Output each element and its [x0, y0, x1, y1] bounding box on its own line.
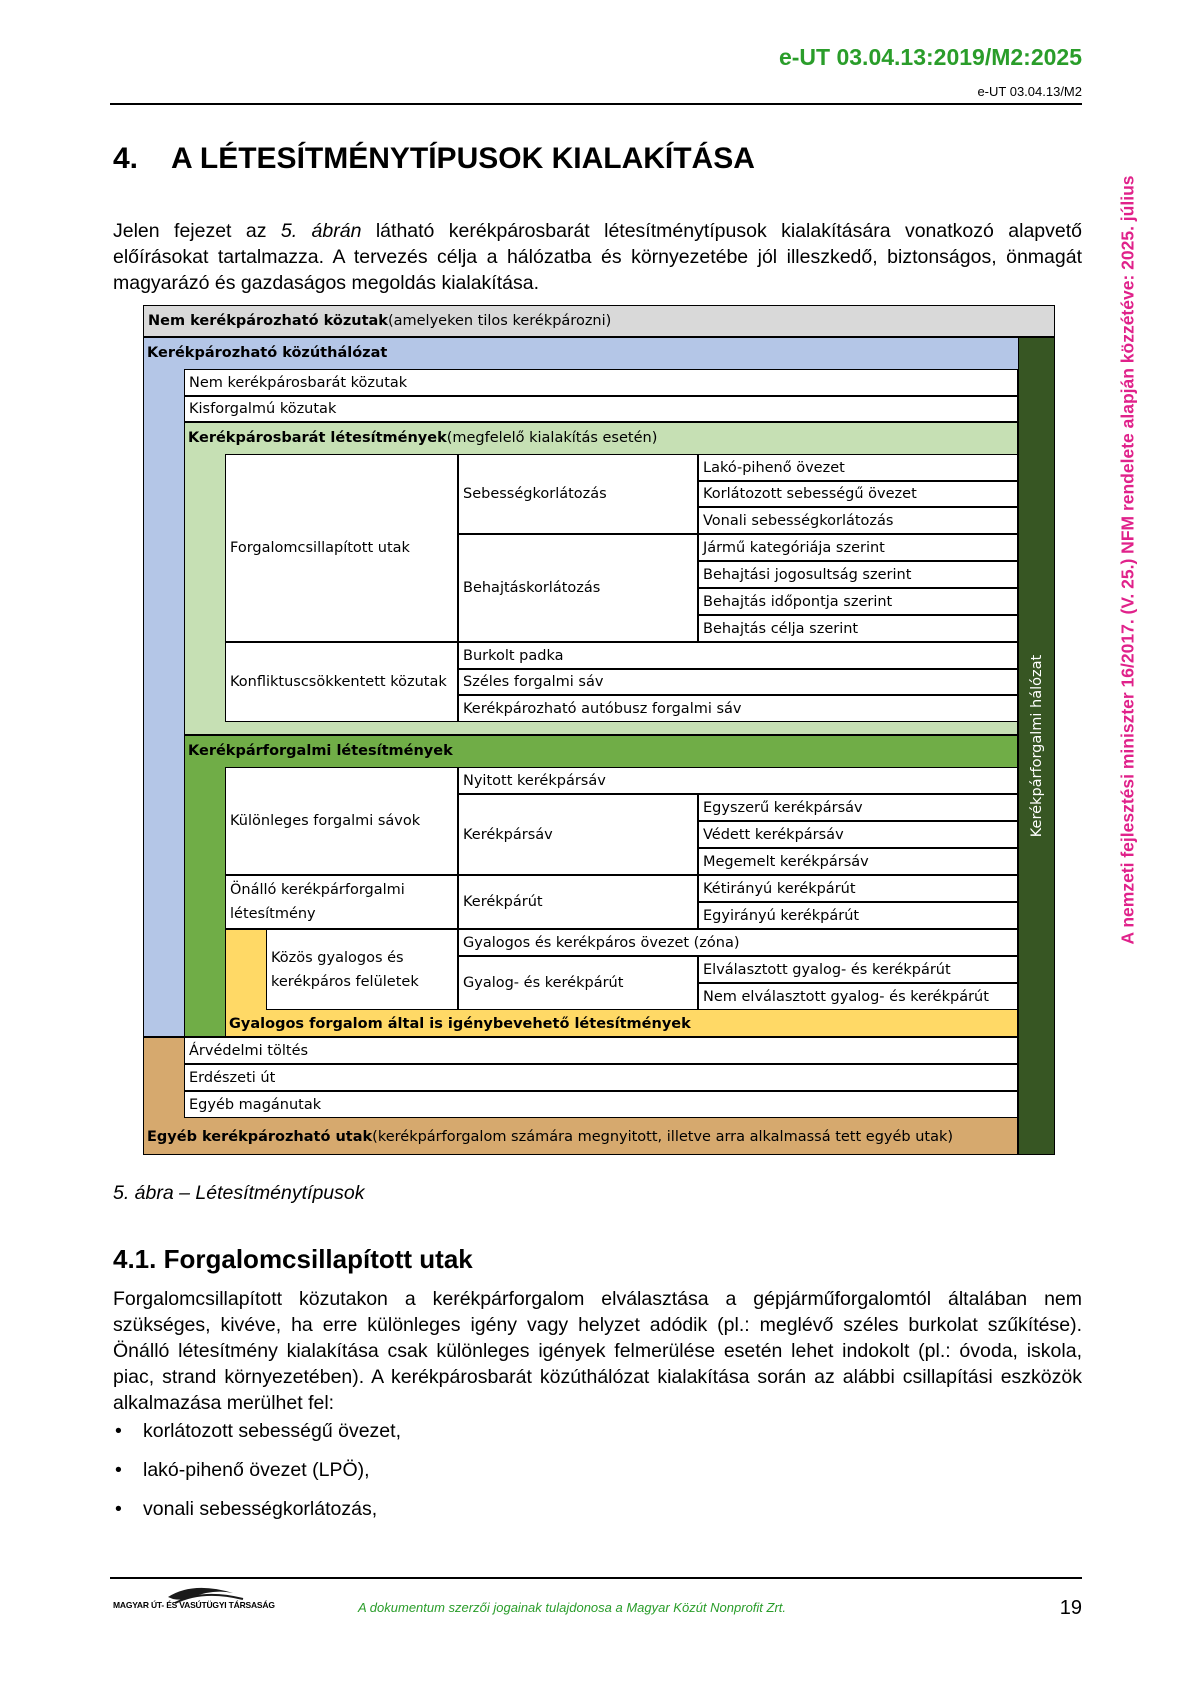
shared-path-item: Elválasztott gyalog- és kerékpárút: [698, 956, 1018, 983]
document-code: e-UT 03.04.13:2019/M2:2025: [778, 44, 1082, 70]
figure-reference: 5. ábrán: [280, 220, 362, 242]
bike-lane: Kerékpársáv: [458, 794, 698, 875]
section-paragraph: Forgalomcsillapított közutakon a kerékpárforgalom elválasztása a gépjárműforgalomtól általában nem szükséges, kivéve, ha erre különleges igény vagy helyzet adódik (pl.: meglévő széles burkolat szűkítése). Önálló létesítmény kialakítása csak különleges igények felmerülése esetén lehet indokolt (pl.: óvoda, iskola, piac, strand környezetében). A kerékpárosbarát közúthálózat kialakítása során az alábbi csillapítási eszközök alkalmazása merülhet fel:: [113, 1288, 1082, 1414]
cycle-network-vertical-label: Kerékpárforgalmi hálózat: [1018, 337, 1055, 1155]
speed-item: Korlátozott sebességű övezet: [698, 481, 1018, 507]
footer-divider: [110, 1577, 1082, 1579]
chapter-heading: [113, 142, 755, 176]
facility-types-diagram: [143, 305, 1055, 1155]
bike-path-item: Kétirányú kerékpárút: [698, 875, 1018, 902]
list-item: • korlátozott sebességű övezet,: [113, 1420, 401, 1459]
pedestrian-usable-label: Gyalogos forgalom által is igénybevehető létesítmények: [229, 1015, 691, 1032]
calming-tools-list: [113, 1420, 401, 1537]
shared-path: Gyalog- és kerékpárút: [458, 956, 698, 1010]
bike-path: Kerékpárút: [458, 875, 698, 929]
header-divider: [110, 103, 1082, 105]
section-title: Forgalomcsillapított utak: [163, 1244, 473, 1274]
speed-item: Vonali sebességkorlátozás: [698, 507, 1018, 534]
bike-lane-item: Megemelt kerékpársáv: [698, 848, 1018, 875]
document-subcode: e-UT 03.04.13/M2: [977, 84, 1082, 99]
conflict-reduced-roads: Konfliktuscsökkentett közutak: [225, 642, 458, 722]
non-friendly-roads: Nem kerékpárosbarát közutak: [184, 369, 1018, 396]
bike-lane-item: Védett kerékpársáv: [698, 821, 1018, 848]
figure-caption: 5. ábra – Létesítménytípusok: [113, 1182, 365, 1204]
section-heading: [113, 1244, 473, 1275]
independent-cycle-facility: Önálló kerékpárforgalmi létesítmény: [225, 875, 458, 929]
list-item: • vonali sebességkorlátozás,: [113, 1498, 401, 1537]
bike-path-item: Egyirányú kerékpárút: [698, 902, 1018, 929]
other-road-item: Egyéb magánutak: [184, 1091, 1018, 1118]
conflict-item: Széles forgalmi sáv: [458, 669, 1018, 695]
access-restriction: Behajtáskorlátozás: [458, 534, 698, 642]
access-item: Jármű kategóriája szerint: [698, 534, 1018, 561]
chapter-title: A LÉTESÍTMÉNYTÍPUSOK KIALAKÍTÁSA: [171, 142, 755, 175]
special-lanes: Különleges forgalmi sávok: [225, 767, 458, 875]
shared-surfaces: Közös gyalogos és kerékpáros felületek: [266, 929, 458, 1010]
cyclable-network-label: Kerékpározható közúthálózat: [147, 345, 388, 361]
society-name: MAGYAR ÚT- ÉS VASÚTÜGYI TÁRSASÁG: [113, 1600, 275, 1610]
speed-limitation: Sebességkorlátozás: [458, 454, 698, 534]
access-item: Behajtási jogosultság szerint: [698, 561, 1018, 588]
low-traffic-roads: Kisforgalmú közutak: [184, 396, 1018, 422]
speed-item: Lakó-pihenő övezet: [698, 454, 1018, 481]
other-road-item: Árvédelmi töltés: [184, 1037, 1018, 1064]
open-bike-lane: Nyitott kerékpársáv: [458, 767, 1018, 794]
bike-lane-item: Egyszerű kerékpársáv: [698, 794, 1018, 821]
traffic-calmed-roads: Forgalomcsillapított utak: [225, 454, 458, 642]
shared-path-item: Nem elválasztott gyalog- és kerékpárút: [698, 983, 1018, 1010]
other-cyclable-roads-label: Egyéb kerékpározható utak (kerékpárforgalom számára megnyitott, illetve arra alkalmassá tett egyéb utak): [147, 1128, 954, 1145]
copyright-notice: A dokumentum szerzői jogainak tulajdonosa a Magyar Közút Nonprofit Zrt.: [358, 1600, 787, 1615]
chapter-number: 4.: [113, 142, 139, 175]
conflict-item: Burkolt padka: [458, 642, 1018, 669]
access-item: Behajtás célja szerint: [698, 615, 1018, 642]
intro-paragraph: Jelen fejezet az 5. ábrán látható kerékpárosbarát létesítménytípusok kialakítására vonatkozó alapvető előírásokat tartalmazza. A tervezés célja a hálózatba és környezetébe jól illeszkedő, biztonságos, önmagát magyarázó és gazdaságos megoldás kialakítása.: [113, 220, 1082, 294]
access-item: Behajtás időpontja szerint: [698, 588, 1018, 615]
page-number: 19: [1059, 1597, 1082, 1619]
list-item: • lakó-pihenő övezet (LPÖ),: [113, 1459, 401, 1498]
shared-zone: Gyalogos és kerékpáros övezet (zóna): [458, 929, 1018, 956]
friendly-facilities-label: Kerékpárosbarát létesítmények (megfelelő kialakítás esetén): [188, 430, 658, 446]
cycle-facilities-label: Kerékpárforgalmi létesítmények: [188, 743, 453, 759]
section-number: 4.1.: [113, 1244, 157, 1274]
non-cyclable-roads: Nem kerékpározható közutak (amelyeken tilos kerékpározni): [143, 305, 1055, 337]
conflict-item: Kerékpározható autóbusz forgalmi sáv: [458, 695, 1018, 722]
other-road-item: Erdészeti út: [184, 1064, 1018, 1091]
